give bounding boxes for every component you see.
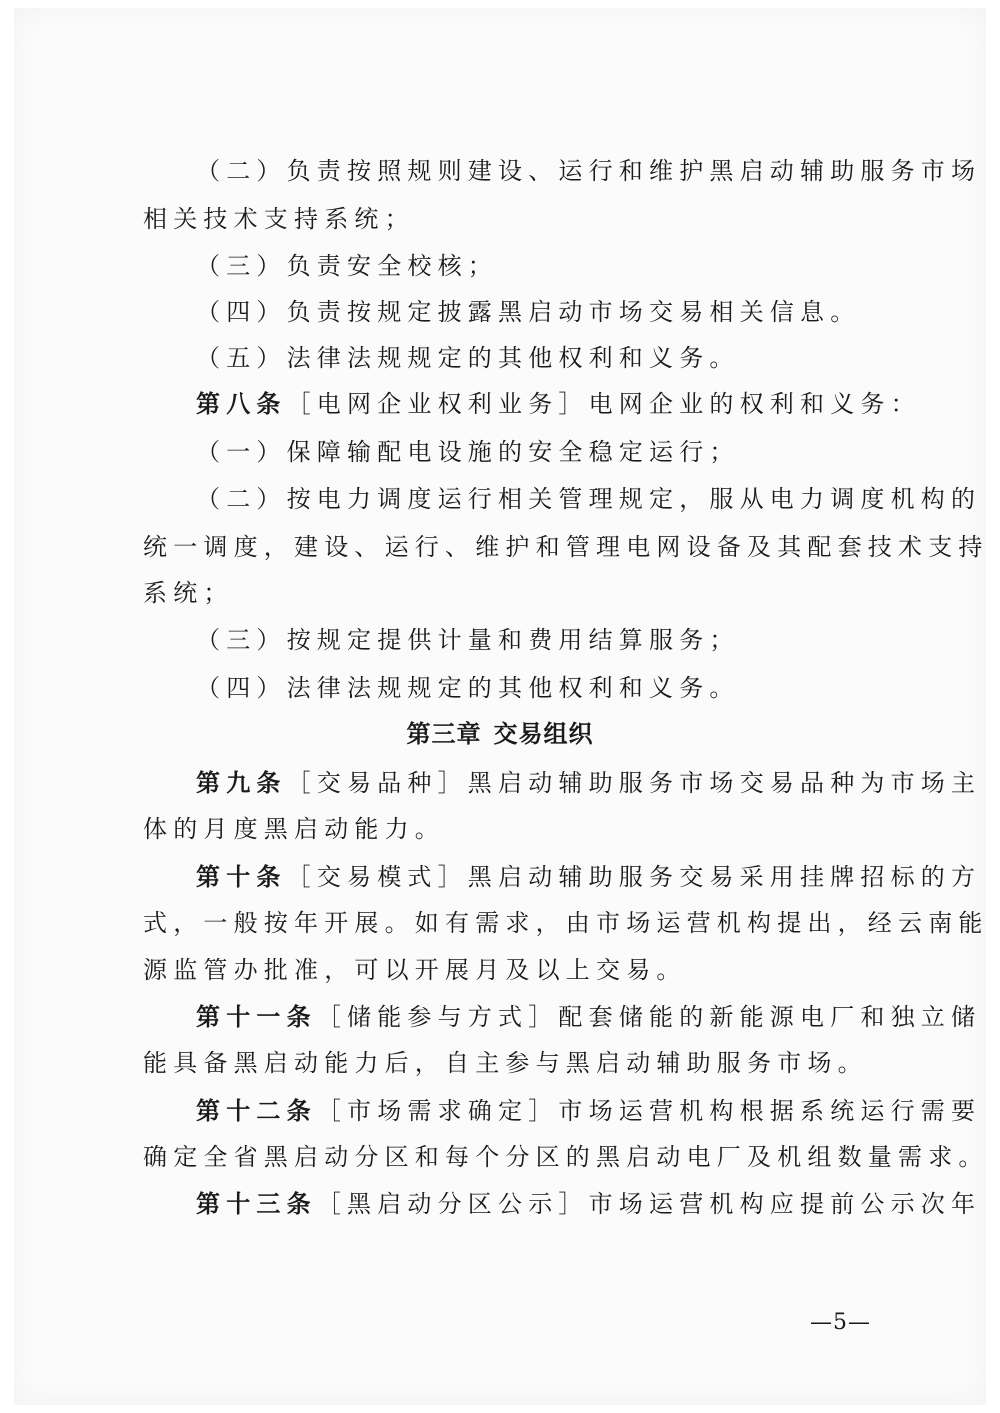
article-10 bbox=[196, 861, 982, 893]
paragraph-line: 式，一般按年开展。如有需求，由市场运营机构提出，经云南能 bbox=[143, 909, 989, 937]
article-12 bbox=[196, 1095, 982, 1127]
chapter-number: 第三章 bbox=[406, 720, 482, 748]
paragraph-line: （四）负责按规定披露黑启动市场交易相关信息。 bbox=[196, 298, 861, 326]
paragraph-line: 确定全省黑启动分区和每个分区的黑启动电厂及机组数量需求。 bbox=[143, 1143, 989, 1171]
paragraph-line: （三）按规定提供计量和费用结算服务； bbox=[196, 626, 740, 654]
paragraph-line: 能具备黑启动能力后，自主参与黑启动辅助服务市场。 bbox=[143, 1049, 868, 1077]
paragraph-line: 相关技术支持系统； bbox=[143, 205, 415, 233]
page-number: —5— bbox=[810, 1310, 871, 1335]
paragraph-line: 统一调度，建设、运行、维护和管理电网设备及其配套技术支持 bbox=[143, 533, 989, 561]
article-text: ［交易模式］黑启动辅助服务交易采用挂牌招标的方 bbox=[286, 863, 982, 891]
article-9 bbox=[196, 767, 982, 799]
paragraph-line: （二）按电力调度运行相关管理规定，服从电力调度机构的 bbox=[196, 485, 982, 513]
paragraph-line: （一）保障输配电设施的安全稳定运行； bbox=[196, 438, 740, 466]
article-8 bbox=[196, 388, 921, 420]
paragraph-line: 体的月度黑启动能力。 bbox=[143, 815, 445, 843]
paragraph-line: 源监管办批准，可以开展月及以上交易。 bbox=[143, 956, 687, 984]
article-11 bbox=[196, 1001, 982, 1033]
article-13 bbox=[196, 1188, 982, 1220]
article-label: 第十三条 bbox=[196, 1190, 317, 1218]
chapter-heading bbox=[0, 718, 1000, 750]
paragraph-line: （五）法律法规规定的其他权利和义务。 bbox=[196, 344, 740, 372]
article-label: 第九条 bbox=[196, 769, 287, 797]
article-label: 第十二条 bbox=[196, 1097, 317, 1125]
article-text: ［市场需求确定］市场运营机构根据系统运行需要 bbox=[316, 1097, 982, 1125]
article-text: ［储能参与方式］配套储能的新能源电厂和独立储 bbox=[316, 1003, 982, 1031]
paragraph-line: （四）法律法规规定的其他权利和义务。 bbox=[196, 674, 740, 702]
article-label: 第八条 bbox=[196, 390, 287, 418]
article-label: 第十一条 bbox=[196, 1003, 317, 1031]
paragraph-line: （三）负责安全校核； bbox=[196, 252, 498, 280]
article-text: ［黑启动分区公示］市场运营机构应提前公示次年 bbox=[316, 1190, 982, 1218]
article-label: 第十条 bbox=[196, 863, 287, 891]
paragraph-line: （二）负责按照规则建设、运行和维护黑启动辅助服务市场 bbox=[196, 157, 982, 185]
paragraph-line: 系统； bbox=[143, 579, 234, 607]
article-text: ［交易品种］黑启动辅助服务市场交易品种为市场主 bbox=[286, 769, 982, 797]
chapter-title: 交易组织 bbox=[493, 720, 594, 748]
article-text: ［电网企业权利业务］电网企业的权利和义务： bbox=[286, 390, 921, 418]
